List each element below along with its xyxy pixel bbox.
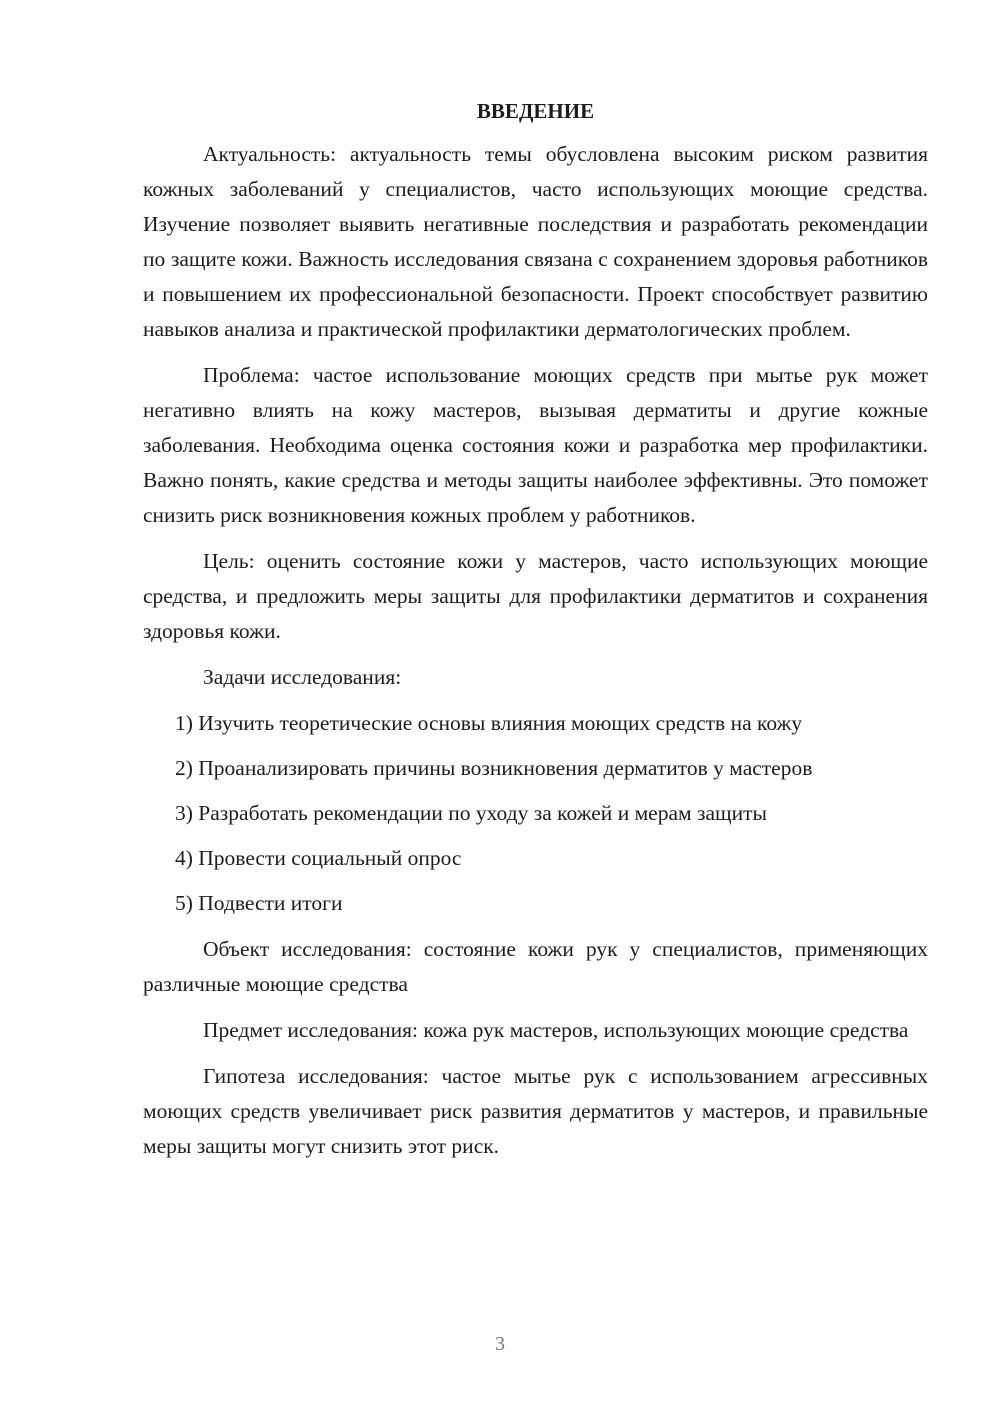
task-item: 1) Изучить теоретические основы влияния моющих средств на кожу bbox=[175, 711, 803, 735]
hypothesis-paragraph: Гипотеза исследования: частое мытье рук с использованием агрессивных моющих средств увеличивает риск развития дерматитов у мастеров, и правильные меры защиты могут снизить этот риск. bbox=[143, 1064, 928, 1158]
tasks-list bbox=[143, 706, 928, 921]
task-item: 3) Разработать рекомендации по уходу за кожей и мерам защиты bbox=[175, 801, 767, 825]
document-page bbox=[143, 97, 928, 1175]
relevance-paragraph: Актуальность: актуальность темы обусловлена высоким риском развития кожных заболеваний у специалистов, часто использующих моющие средства. Изучение позволяет выявить негативные последствия и разработать рекомендации по защите кожи. Важность исследования связана с сохранением здоровья работников и повышением их профессиональной безопасности. Проект способствует развитию навыков анализа и практической профилактики дерматологических проблем. bbox=[143, 142, 928, 341]
task-item: 4) Провести социальный опрос bbox=[175, 846, 462, 870]
goal-paragraph: Цель: оценить состояние кожи у мастеров, часто использующих моющие средства, и предложить меры защиты для профилактики дерматитов и сохранения здоровья кожи. bbox=[143, 549, 928, 643]
task-item: 5) Подвести итоги bbox=[175, 891, 343, 915]
object-paragraph: Объект исследования: состояние кожи рук у специалистов, применяющих различные моющие средства bbox=[143, 937, 928, 996]
problem-paragraph: Проблема: частое использование моющих средств при мытье рук может негативно влиять на кожу мастеров, вызывая дерматиты и другие кожные заболевания. Необходима оценка состояния кожи и разработка мер профилактики. Важно понять, какие средства и методы защиты наиболее эффективны. Это поможет снизить риск возникновения кожных проблем у работников. bbox=[143, 363, 928, 527]
page-title: ВВЕДЕНИЕ bbox=[476, 99, 595, 123]
task-item: 2) Проанализировать причины возникновения дерматитов у мастеров bbox=[175, 756, 813, 780]
subject-paragraph: Предмет исследования: кожа рук мастеров, использующих моющие средства bbox=[203, 1018, 909, 1042]
page-number: 3 bbox=[495, 1333, 505, 1355]
tasks-heading: Задачи исследования: bbox=[203, 665, 402, 689]
